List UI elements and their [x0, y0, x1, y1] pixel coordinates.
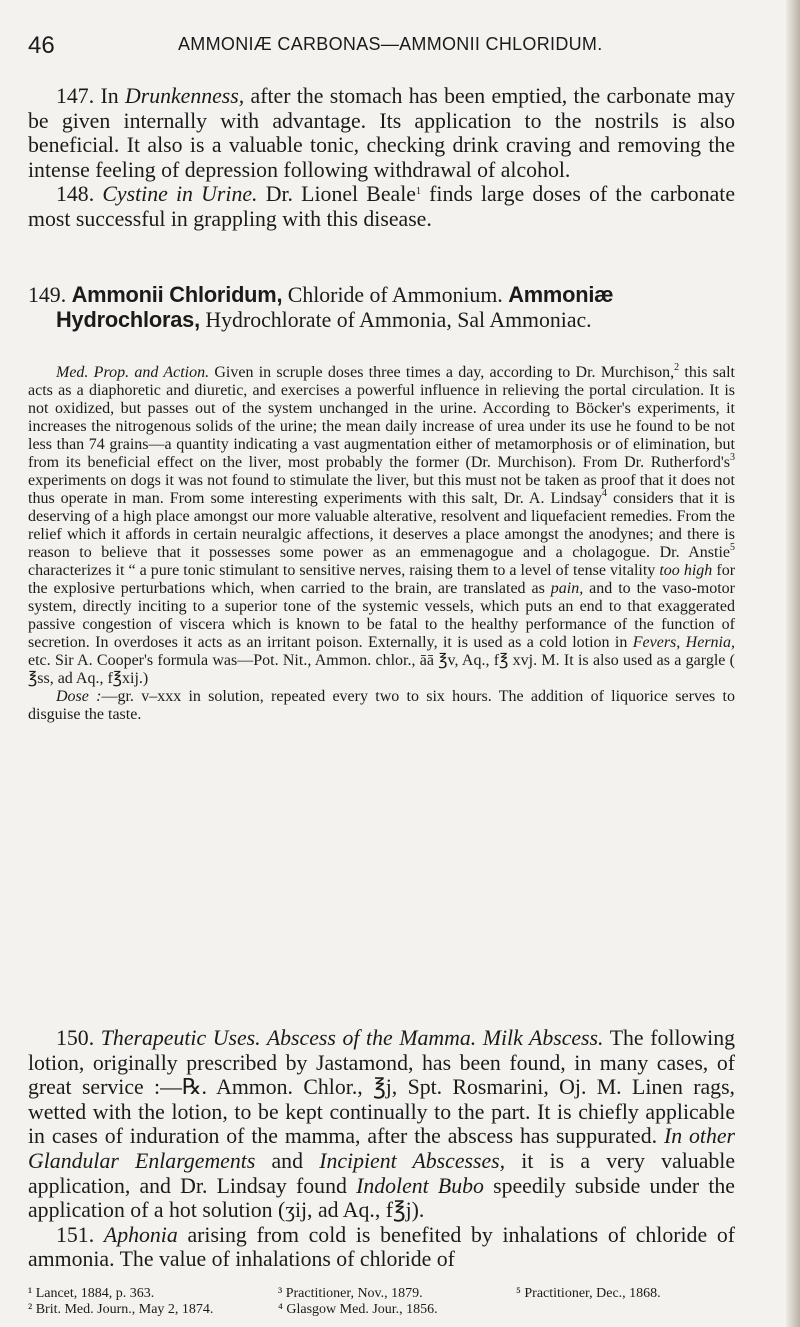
running-head — [28, 32, 728, 62]
section-147-148 — [28, 84, 735, 232]
topic-drunkenness: Drunkenness, — [124, 84, 245, 108]
dose-paragraph: Dose :—gr. v–xxx in solution, repeated every two to six hours. The addition of liquorice serves to disguise the taste. — [28, 688, 735, 723]
running-title: AMMONIÆ CARBONAS—AMMONII CHLORIDUM. — [178, 34, 603, 54]
med-prop-block — [28, 364, 735, 724]
footnotes-row-2 — [28, 1302, 735, 1318]
section-150-151 — [28, 1026, 735, 1272]
footnote-1: ¹ Lancet, 1884, p. 363. — [28, 1286, 155, 1301]
page-edge-shadow — [786, 0, 800, 1327]
footnotes-row-1 — [28, 1286, 735, 1302]
footnote-2: ² Brit. Med. Journ., May 2, 1874. — [28, 1302, 214, 1317]
heading-149: 149. Ammonii Chloridum, Chloride of Ammonium. Ammoniæ Hydrochloras, Hydrochlorate of Ammonia, Sal Ammoniac. — [28, 282, 614, 332]
footnote-5: ⁵ Practitioner, Dec., 1868. — [516, 1286, 661, 1301]
page-number: 46 — [28, 32, 55, 59]
footnote-4: ⁴ Glasgow Med. Jour., 1856. — [278, 1302, 438, 1317]
paragraph-151: 151. Aphonia arising from cold is benefited by inhalations of chloride of ammonia. The value of inhalations of chloride of — [28, 1222, 736, 1272]
med-prop-paragraph: Med. Prop. and Action. Given in scruple doses three times a day, according to Dr. Murchison,$^2$ this salt acts as a diaphoretic and diuretic, and exercises a powerful influence in relieving the portal circulation. It is not oxidized, but passes out of the system unchanged in the urine. According to Böcker's experiments, it increases the nitrogenous solids of the urine; the mean daily increase of urea under its use he found to be not less than 74 grains—a quantity indicating a vast augmentation either of metamorphosis or of elimination, but from its beneficial effect on the liver, most probably the former (Dr. Murchison). From Dr. $Rutherford's^3$ experiments on dogs it was not found to stimulate the liver, but this must not be taken as proof that it does not thus operate in man. From some interesting experiments with this salt, Dr. A. Lindsay$^4$ considers that it is deserving of a high place amongst our more valuable alterative, resolvent and liquefacient remedies. From the relief which it affords in certain neuralgic affections, it deserves a place amongst the anodynes; and there is reason to believe that it possesses some power as an emmenagogue and a cholagogue. Dr. Anstie$^5$ characterizes it “ a pure tonic stimulant to sensitive nerves, raising them to a level of tense vitality too high for the explosive perturbations which, when carried to the brain, are translated as pain, and to the vaso-motor system, directly inciting to a superior tone of the systemic vessels, which puts an end to that exaggerated passive congestion of viscera which is known to be fatal to the healthy performance of the function of secretion. In overdoses it acts as an irritant poison. Externally, it is used as a cold lotion in Fevers, Hernia, etc. Sir A. Cooper's formula was—Pot. Nit., Ammon. chlor., āā ℥v, Aq., f℥ xvj. M. It is also used as a gargle ( ℥ss, ad Aq., f℥xij.) — [28, 362, 736, 687]
topic-cystine: Cystine in Urine. — [102, 182, 258, 207]
section-149-heading — [28, 283, 735, 332]
paragraph-150: 150. Therapeutic Uses. Abscess of the Mamma. Milk Abscess. The following lotion, originally prescribed by Jastamond, has been found, in many cases, of great service :—℞. Ammon. Chlor., ℥j, Spt. Rosmarini, Oj. M. Linen rags, wetted with the lotion, to be kept continually to the part. It is chiefly applicable in cases of induration of the mamma, after the abscess has suppurated. In other Glandular Enlargements and Incipient Abscesses, it is a very valuable application, and Dr. Lindsay found Indolent Bubo speedily subside under the application of a hot solution (ʒij, ad Aq., f℥j). — [28, 1026, 736, 1223]
paragraph-148: 148. Cystine in Urine. Dr. Lionel Beale$^1$ finds large doses of the carbonate most successful in grappling with this disease. — [28, 182, 735, 231]
paragraph-147: 147. In Drunkenness, after the stomach has been emptied, the carbonate may be given internally with advantage. Its application to the nostrils is also beneficial. It also is a valuable tonic, checking drink craving and removing the intense feeling of depression following withdrawal of alcohol. — [28, 84, 736, 182]
footnote-3: ³ Practitioner, Nov., 1879. — [278, 1286, 423, 1301]
